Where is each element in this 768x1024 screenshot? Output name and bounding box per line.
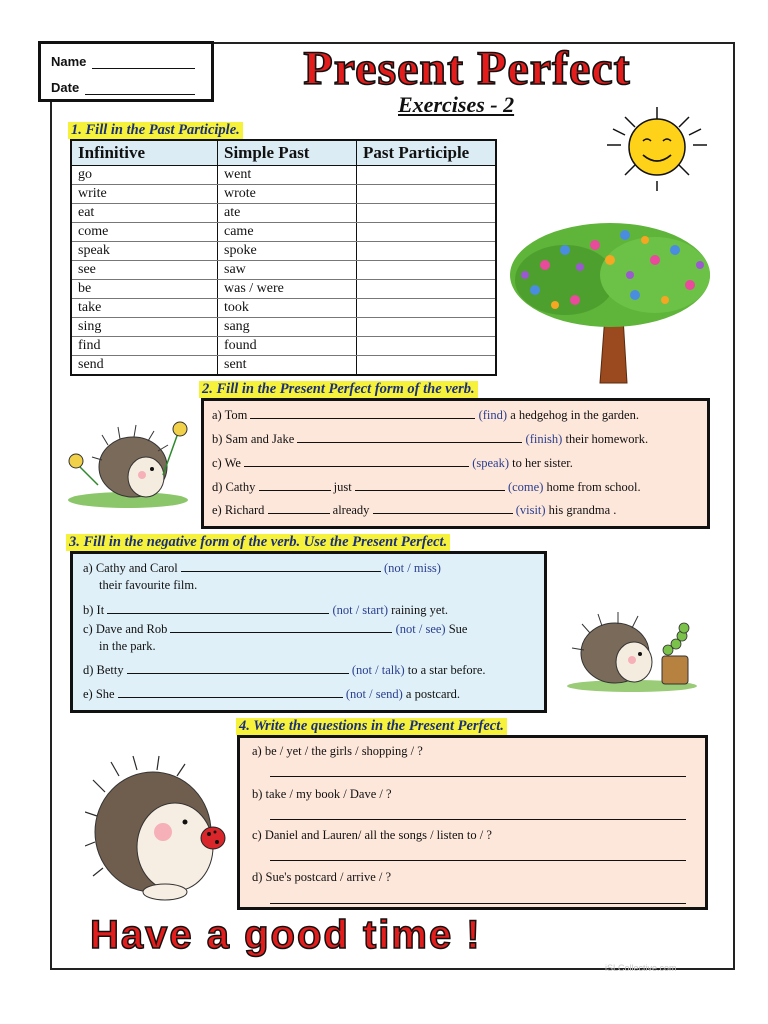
- infinitive-cell: see: [71, 261, 218, 280]
- exercise1-instruction: 1. Fill in the Past Participle.: [68, 122, 243, 139]
- past-participle-input[interactable]: [357, 185, 497, 204]
- table-row: [71, 204, 496, 223]
- past-participle-input[interactable]: [357, 204, 497, 223]
- date-label: Date: [51, 80, 80, 95]
- infinitive-cell: be: [71, 280, 218, 299]
- simple-past-cell: was / were: [218, 280, 357, 299]
- simple-past-cell: saw: [218, 261, 357, 280]
- table-row: [71, 185, 496, 204]
- answer-blank[interactable]: [181, 560, 381, 572]
- table-row: [71, 166, 496, 185]
- table-row: [71, 299, 496, 318]
- infinitive-cell: come: [71, 223, 218, 242]
- simple-past-cell: sang: [218, 318, 357, 337]
- exercise3-item-e: e) She (not / send) a postcard.: [83, 687, 461, 701]
- tree-icon: [505, 205, 720, 385]
- date-row: [51, 80, 195, 95]
- answer-blank[interactable]: [373, 502, 513, 514]
- past-participle-input[interactable]: [357, 318, 497, 337]
- simple-past-cell: found: [218, 337, 357, 356]
- table-row: [71, 318, 496, 337]
- past-participle-input[interactable]: [357, 356, 497, 376]
- past-participle-input[interactable]: [357, 261, 497, 280]
- table-row: [71, 337, 496, 356]
- simple-past-cell: sent: [218, 356, 357, 376]
- infinitive-cell: find: [71, 337, 218, 356]
- simple-past-cell: went: [218, 166, 357, 185]
- table-row: [71, 242, 496, 261]
- exercise2-item-d: d) Cathy just (come) home from school.: [212, 480, 641, 494]
- page-subtitle: Exercises - 2: [398, 92, 515, 117]
- name-field[interactable]: [92, 56, 195, 69]
- past-participle-input[interactable]: [357, 337, 497, 356]
- infinitive-cell: take: [71, 299, 218, 318]
- name-row: [51, 54, 195, 69]
- answer-blank[interactable]: [118, 686, 343, 698]
- answer-blank[interactable]: [244, 455, 469, 467]
- exercise3-instruction: 3. Fill in the negative form of the verb. Use the Present Perfect.: [66, 534, 450, 551]
- hedgehog-flower-icon: [58, 405, 198, 510]
- answer-line[interactable]: [270, 775, 686, 777]
- exercise4-instruction: 4. Write the questions in the Present Perfect.: [236, 718, 507, 735]
- exercise3-item-b: b) It (not / start) raining yet.: [83, 603, 449, 617]
- exercise2-item-b: b) Sam and Jake (finish) their homework.: [212, 432, 649, 446]
- sun-icon: [595, 105, 715, 195]
- infinitive-cell: go: [71, 166, 218, 185]
- simple-past-cell: came: [218, 223, 357, 242]
- answer-blank[interactable]: [259, 479, 331, 491]
- exercise4-item-a: a) be / yet / the girls / shopping / ?: [252, 744, 423, 758]
- verb-table-header: [71, 140, 496, 166]
- answer-blank[interactable]: [268, 502, 330, 514]
- exercise2-instruction: 2. Fill in the Present Perfect form of the verb.: [199, 381, 478, 398]
- col-past-participle: Past Participle: [357, 140, 497, 166]
- name-label: Name: [51, 54, 87, 69]
- past-participle-input[interactable]: [357, 280, 497, 299]
- answer-blank[interactable]: [107, 602, 329, 614]
- exercise4-box: [237, 735, 708, 910]
- past-participle-input[interactable]: [357, 242, 497, 261]
- hedgehog-ladybug-icon: [85, 752, 230, 902]
- simple-past-cell: wrote: [218, 185, 357, 204]
- closing-message: Have a good time !: [90, 913, 482, 957]
- exercise3-item-c-line2: in the park.: [99, 639, 156, 653]
- page-title: Present Perfect: [303, 42, 631, 95]
- infinitive-cell: send: [71, 356, 218, 376]
- past-participle-input[interactable]: [357, 166, 497, 185]
- exercise2-item-e: e) Richard already (visit) his grandma .: [212, 503, 617, 517]
- table-row: [71, 280, 496, 299]
- answer-blank[interactable]: [355, 479, 505, 491]
- answer-blank[interactable]: [127, 662, 349, 674]
- answer-blank[interactable]: [297, 431, 522, 443]
- exercise3-item-a: a) Cathy and Carol (not / miss): [83, 561, 441, 575]
- answer-blank[interactable]: [170, 621, 392, 633]
- hedgehog-caterpillar-icon: [560, 598, 705, 693]
- infinitive-cell: write: [71, 185, 218, 204]
- col-infinitive: Infinitive: [71, 140, 218, 166]
- exercise4-item-c: c) Daniel and Lauren/ all the songs / listen to / ?: [252, 828, 492, 842]
- col-simple-past: Simple Past: [218, 140, 357, 166]
- simple-past-cell: ate: [218, 204, 357, 223]
- date-field[interactable]: [85, 82, 195, 95]
- exercise3-item-c: c) Dave and Rob (not / see) Sue: [83, 622, 468, 636]
- infinitive-cell: speak: [71, 242, 218, 261]
- past-participle-input[interactable]: [357, 299, 497, 318]
- exercise3-item-a-line2: their favourite film.: [99, 578, 198, 592]
- table-row: [71, 356, 496, 376]
- exercise4-item-d: d) Sue's postcard / arrive / ?: [252, 870, 392, 884]
- answer-line[interactable]: [270, 818, 686, 820]
- infinitive-cell: sing: [71, 318, 218, 337]
- table-row: [71, 261, 496, 280]
- verb-table: [70, 139, 497, 376]
- watermark: iSLCollective.com: [605, 963, 677, 973]
- exercise2-item-c: c) We (speak) to her sister.: [212, 456, 573, 470]
- past-participle-input[interactable]: [357, 223, 497, 242]
- answer-line[interactable]: [270, 902, 686, 904]
- name-date-box: [38, 41, 214, 102]
- exercise3-box: [70, 551, 547, 713]
- exercise2-item-a: a) Tom (find) a hedgehog in the garden.: [212, 408, 639, 422]
- exercise2-box: [201, 398, 710, 529]
- infinitive-cell: eat: [71, 204, 218, 223]
- simple-past-cell: took: [218, 299, 357, 318]
- exercise3-item-d: d) Betty (not / talk) to a star before.: [83, 663, 486, 677]
- exercise4-item-b: b) take / my book / Dave / ?: [252, 787, 392, 801]
- answer-blank[interactable]: [250, 407, 475, 419]
- answer-line[interactable]: [270, 859, 686, 861]
- simple-past-cell: spoke: [218, 242, 357, 261]
- table-row: [71, 223, 496, 242]
